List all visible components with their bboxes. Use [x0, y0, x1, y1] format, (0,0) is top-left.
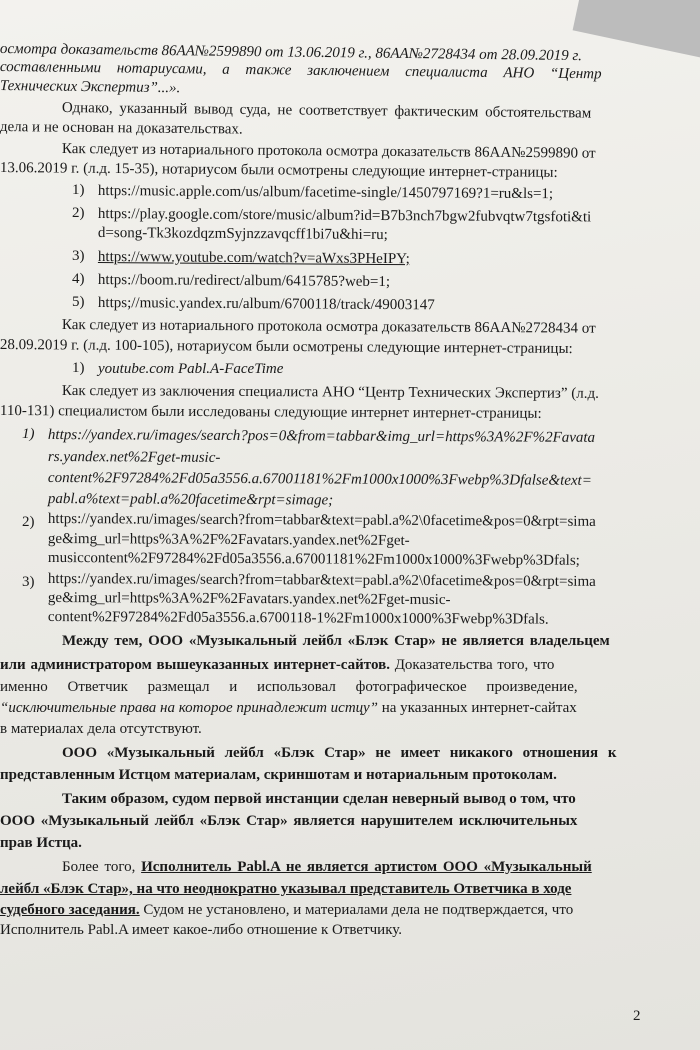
paragraph-line-bold: ООО «Музыкальный лейбл «Блэк Стар» является нарушителем исключительных [0, 813, 578, 829]
list-item-url: https://boom.ru/redirect/album/6415785?web=1; [97, 271, 391, 291]
list-item-number: 2) [72, 205, 85, 221]
paragraph-line: Исполнитель Pabl.A имеет какое-либо отношение к Ответчику. [0, 922, 403, 938]
paragraph-line [0, 699, 577, 717]
paragraph-line-bold: ООО «Музыкальный лейбл «Блэк Стар» не имеет никакого отношения к [62, 745, 617, 761]
underlined-bold-text: Исполнитель Pabl.A не является артистом ООО «Музыкальный [141, 859, 592, 875]
list-item-number: 1) [72, 360, 85, 376]
list-item-number: 1) [22, 426, 35, 442]
list-item-url: https://www.youtube.com/watch?v=aWxs3PHeIPY; [97, 248, 410, 268]
plain-text: на указанных интернет-сайтах [377, 700, 577, 716]
page-number: 2 [633, 1008, 641, 1024]
paragraph-line: Однако, указанный вывод суда, не соответствует фактическим обстоятельствам [61, 99, 592, 122]
paragraph-line: Как следует из нотариального протокола осмотра доказательств 86АА№2599890 от [61, 140, 596, 162]
bold-text: или администратором вышеуказанных интернет-сайтов. [0, 657, 390, 673]
paragraph-line: Как следует из нотариального протокола осмотра доказательств 86АА№2728434 от [61, 316, 596, 337]
paragraph-line [62, 858, 592, 876]
list-item-url: rs.yandex.net%2Fget-music- [47, 449, 221, 466]
list-item-url: musiccontent%2F97284%2Fd05a3556.a.67001181%2Fm1000x1000%3Fwebp%3Dfals; [47, 550, 580, 569]
paragraph-line: Как следует из заключения специалиста АНО “Центр Технических Экспертиз” (л.д. [61, 383, 599, 402]
paragraph-line: именно Ответчик размещал и использовал фотографическое произведение, [0, 679, 578, 695]
paragraph-line: 28.09.2019 г. (л.д. 100-105), нотариусом были осмотрены следующие интернет-страницы: [0, 336, 573, 357]
underlined-bold-text: лейбл «Блэк Стар», на что неоднократно указывал представитель Ответчика в ходе [0, 881, 572, 897]
paragraph-line: в материалах дела отсутствуют. [0, 721, 202, 737]
intro-line: составленными нотариусами, а также заключением специалиста АНО “Центр [0, 58, 602, 83]
list-item-number: 2) [22, 514, 35, 530]
intro-line: осмотра доказательств 86АА№2599890 от 13.06.2019 г., 86АА№2728434 от 28.09.2019 г. [0, 40, 582, 65]
paragraph-line: дела и не основан на доказательствах. [0, 118, 243, 138]
list-item-text: youtube.com Pabl.A-FaceTime [98, 361, 284, 377]
list-item-url: https://yandex.ru/images/search?from=tabbar&text=pabl.a%2\0facetime&pos=0&rpt=sima [47, 511, 596, 530]
paragraph-line [0, 901, 573, 919]
paragraph-line-bold: прав Истца. [0, 835, 82, 851]
paragraph-line: 110-131) специалистом были исследованы следующие интернет интернет-страницы: [0, 403, 542, 422]
list-item-number: 3) [22, 574, 35, 590]
list-item-url: https;//music.yandex.ru/album/6700118/track/49003147 [97, 294, 435, 314]
list-item-number: 4) [72, 271, 85, 287]
paragraph-line-bold: Между тем, ООО «Музыкальный лейбл «Блэк Стар» не является владельцем [62, 633, 610, 649]
list-item-url: d=song-Tk3kozdqzmSyjnzzavqcff1bi7u&hi=ru; [97, 224, 388, 244]
paragraph-line-bold: представленным Истцом материалам, скриншотам и нотариальным протоколам. [0, 767, 557, 783]
paragraph-line: 13.06.2019 г. (л.д. 15-35), нотариусом были осмотрены следующие интернет-страницы: [0, 159, 558, 181]
italic-quote: “исключительные права на которое принадлежит истцу” [0, 700, 378, 716]
list-item-number: 3) [72, 248, 85, 264]
list-item-url: https://yandex.ru/images/search?pos=0&from=tabbar&img_url=https%3A%2F%2Favata [47, 427, 596, 446]
list-item-url: ge&img_url=https%3A%2F%2Favatars.yandex.net%2Fget-music- [47, 590, 451, 609]
list-item-url: https://yandex.ru/images/search?from=tabbar&text=pabl.a%2\0facetime&pos=0&rpt=sima [47, 571, 596, 590]
underlined-bold-text: судебного заседания. [0, 902, 140, 918]
list-item-number: 1) [72, 182, 85, 198]
page-corner-shadow [573, 0, 700, 68]
plain-text: Доказательства того, что [389, 657, 555, 673]
paragraph-line [0, 656, 554, 674]
plain-text: Судом не установлено, и материалами дела не подтверждается, что [139, 902, 574, 918]
intro-line: Технических Экспертиз”...». [0, 77, 181, 97]
list-item-url: ge&img_url=https%3A%2F%2Favatars.yandex.net%2Fget- [47, 531, 410, 549]
list-item-number: 5) [72, 294, 85, 310]
plain-text: Более того, [62, 859, 142, 875]
list-item-url: https://music.apple.com/us/album/facetime-single/1450797169?1=ru&ls=1; [97, 182, 554, 203]
list-item-url: https://play.google.com/store/music/album?id=B7b3nch7bgw2fubvqtw7tgsfoti&ti [97, 205, 592, 226]
paragraph-line-bold: Таким образом, судом первой инстанции сделан неверный вывод о том, что [62, 791, 576, 807]
list-item-url: content%2F97284%2Fd05a3556.a.6700118-1%2Fm1000x1000%3Fwebp%3Dfals. [47, 609, 549, 628]
list-item-url: content%2F97284%2Fd05a3556.a.67001181%2Fm1000x1000%3Fwebp%3Dfalse&text= [47, 470, 592, 489]
list-item-url: pabl.a%text=pabl.a%20facetime&rpt=simage; [47, 491, 334, 509]
